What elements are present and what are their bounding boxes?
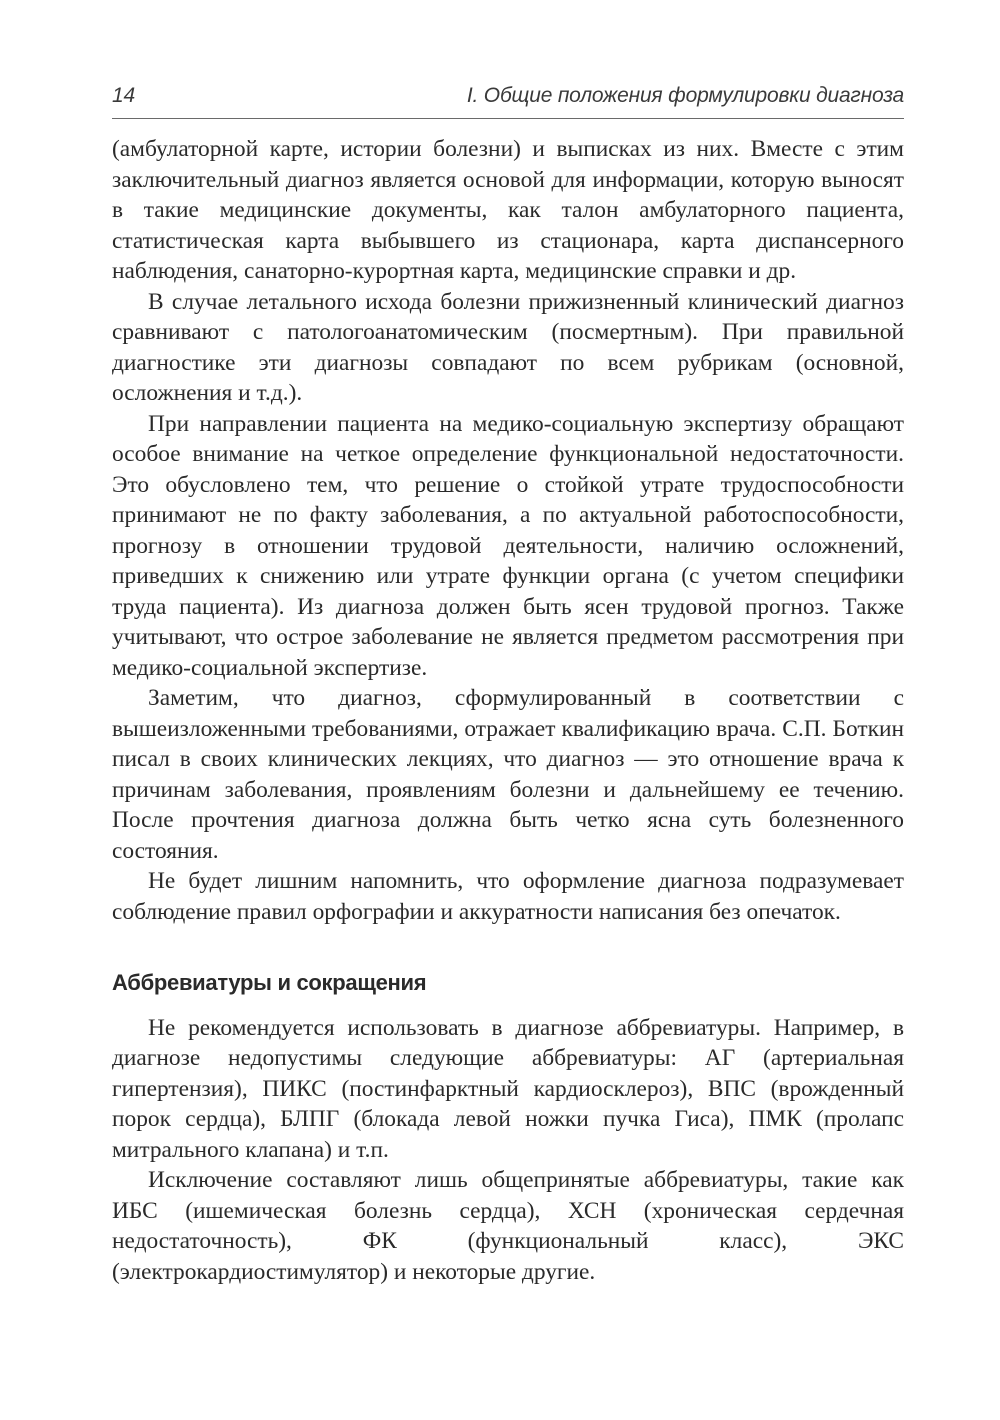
paragraph-abbreviations-allowed: Исключение составляют лишь общепринятые аббревиатуры, такие как ИБС (ишемическая болезнь сердца), ХСН (хроническая сердечная недостаточность), ФК (функциональный класс), ЭКС (электрокардиостимулятор) и некоторые другие. bbox=[112, 1167, 904, 1285]
paragraph-lethal-outcome: В случае летального исхода болезни прижизненный клинический диагноз сравнивают с патологоанатомическим (посмертным). При правильной диагностике эти диагнозы совпадают по всем рубрикам (основной, осложнения и т.д.). bbox=[112, 288, 904, 406]
running-header bbox=[112, 84, 904, 119]
paragraph-abbreviations-forbidden: Не рекомендуется использовать в диагнозе аббревиатуры. Например, в диагнозе недопустимы следующие аббревиатуры: АГ (артериальная гипертензия), ПИКС (постинфарктный кардиосклероз), ВПС (врожденный порок сердца), БЛПГ (блокада левой ножки пучка Гиса), ПМК (пролапс митрального клапана) и т.п. bbox=[112, 1014, 904, 1163]
paragraph-continued: (амбулаторной карте, истории болезни) и выписках из них. Вместе с этим заключительный диагноз является основой для информации, которую выносят в такие медицинские документы, как талон амбулаторного пациента, статистическая карта выбывшего из стационара, карта диспансерного наблюдения, санаторно-курортная карта, медицинские справки и др. bbox=[112, 136, 904, 284]
paragraph-spelling: Не будет лишним напомнить, что оформление диагноза подразумевает соблюдение правил орфографии и аккуратности написания без опечаток. bbox=[112, 868, 904, 925]
paragraph-botkin-quote: Заметим, что диагноз, сформулированный в соответствии с вышеизложенными требованиями, отражает квалификацию врача. С.П. Боткин писал в своих клинических лекциях, что диагноз — это отношение врача к причинам заболевания, проявлениям болезни и дальнейшему ее течению. После прочтения диагноза должна быть четко ясна суть болезненного состояния. bbox=[112, 685, 904, 864]
running-title: I. Общие положения формулировки диагноза bbox=[466, 84, 904, 107]
book-page bbox=[112, 84, 904, 1287]
paragraph-medical-social-expertise: При направлении пациента на медико-социальную экспертизу обращают особое внимание на четкое определение функциональной недостаточности. Это обусловлено тем, что решение о стойкой утрате трудоспособности принимают не по факту заболевания, а по актуальной работоспособности, прогнозу в отношении трудовой деятельности, наличию осложнений, приведших к снижению или утрате функции органа (с учетом специфики труда пациента). Из диагноза должен быть ясен трудовой прогноз. Также учитывают, что острое заболевание не является предметом рассмотрения при медико-социальной экспертизе. bbox=[112, 410, 904, 681]
body-text bbox=[112, 134, 904, 1287]
section-heading: Аббревиатуры и сокращения bbox=[112, 970, 427, 995]
page-number: 14 bbox=[112, 84, 135, 107]
